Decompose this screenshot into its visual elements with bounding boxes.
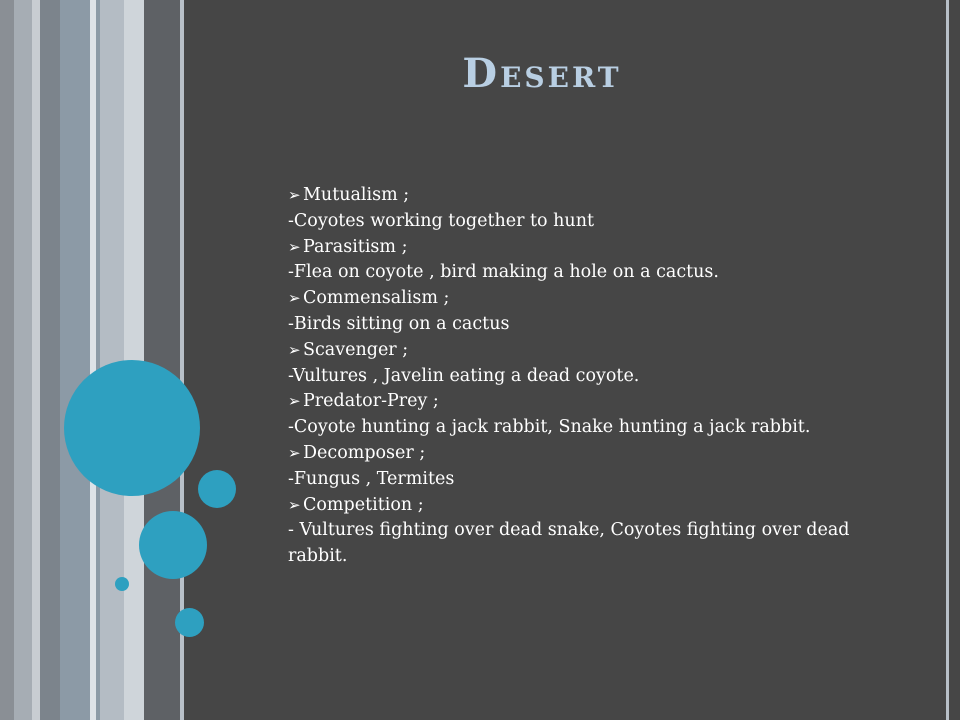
decor-stripe-1 <box>0 0 14 720</box>
bullet-item <box>288 183 888 209</box>
bullet-item <box>288 235 888 261</box>
arrow-bullet-icon: ➢ <box>288 443 301 462</box>
slide-title: Desert <box>462 50 622 97</box>
arrow-bullet-icon: ➢ <box>288 186 301 204</box>
arrow-bullet-icon: ➢ <box>288 495 301 514</box>
decor-circle-small-1 <box>198 470 236 508</box>
bullet-item <box>288 338 888 364</box>
bullet-item <box>288 389 888 415</box>
bullet-item <box>288 286 888 312</box>
decor-circle-medium <box>139 511 207 579</box>
decor-circle-large <box>64 360 200 496</box>
bullet-heading: Mutualism ; <box>303 185 410 205</box>
decor-stripe-10 <box>144 0 180 720</box>
decor-stripe-2 <box>14 0 32 720</box>
bullet-heading: Decomposer ; <box>303 442 426 463</box>
bullet-detail: -Fungus , Termites <box>288 468 455 489</box>
bullet-item <box>288 441 888 467</box>
bullet-detail: -Flea on coyote , bird making a hole on a cactus. <box>288 262 719 283</box>
bullet-detail: -Birds sitting on a cactus <box>288 313 510 334</box>
decor-circle-small-2 <box>175 608 204 637</box>
decor-stripe-4 <box>40 0 60 720</box>
arrow-bullet-icon: ➢ <box>288 237 301 256</box>
bullet-item <box>288 493 888 519</box>
bullet-heading: Scavenger ; <box>303 339 409 360</box>
bullet-detail: - Vultures fighting over dead snake, Coyotes fighting over dead rabbit. <box>288 520 850 567</box>
decor-stripe-5 <box>60 0 90 720</box>
bullet-heading: Commensalism ; <box>303 288 450 309</box>
bullet-heading: Parasitism ; <box>303 236 408 257</box>
bullet-heading: Predator-Prey ; <box>303 391 439 412</box>
bullet-heading: Competition ; <box>303 494 424 515</box>
slide-body <box>288 183 888 570</box>
bullet-detail: -Vultures , Javelin eating a dead coyote. <box>288 365 640 386</box>
arrow-bullet-icon: ➢ <box>288 340 301 359</box>
arrow-bullet-icon: ➢ <box>288 392 301 411</box>
bullet-detail: -Coyote hunting a jack rabbit, Snake hunting a jack rabbit. <box>288 417 811 438</box>
arrow-bullet-icon: ➢ <box>288 289 301 308</box>
decor-circle-tiny <box>115 577 129 591</box>
bullet-detail: -Coyotes working together to hunt <box>288 210 595 231</box>
decor-stripe-3 <box>32 0 40 720</box>
decor-stripe-12 <box>946 0 949 720</box>
